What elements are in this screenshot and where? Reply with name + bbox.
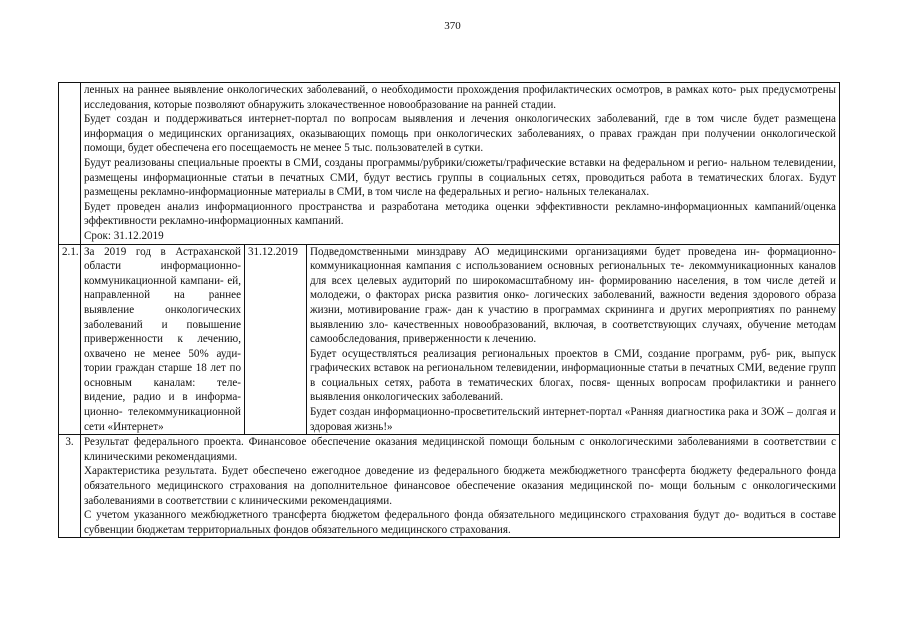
description-paragraph: Подведомственными минздраву АО медицинскими организациями будет проведена ин- формационно-коммуникационная кампания с использованием основных региональных те- лекоммуникационных каналов для всех целевых аудиторий по широкомасштабному ин- формированию населения, в том числе детей и молодежи, о факторах риска развития онко- логических заболеваний, важности ведения здорового образа жизни, мотивирование граж- дан к участию в программах скрининга и других мероприятиях по раннему выявлению зло- качественных новообразований, включая, в соответствующих случаях, обучение методам самообследования, приверженности к лечению. — [310, 245, 836, 346]
document-table — [58, 82, 840, 538]
table-row-2-1 — [59, 244, 840, 435]
table-row-continuation — [59, 83, 840, 245]
date-cell: 31.12.2019 — [245, 244, 307, 435]
result-paragraph: Результат федерального проекта. Финансовое обеспечение оказания медицинской помощи больным с онкологическими заболеваниями в соответствии с клиническими рекомендациями. — [84, 436, 836, 463]
continuation-paragraph: Будут реализованы специальные проекты в СМИ, созданы программы/рубрики/сюжеты/графические вставки на федеральном и регио- нальном телевидении, размещены информационные статьи в печатных СМИ, будут вестись группы в социальных сетях, проводиться работа в тематических блогах. Будут размещены рекламно-информационные материалы в СМИ, в том числе на федеральных и регио- нальных телеканалах. — [84, 156, 836, 199]
continuation-paragraph: Будет создан и поддерживаться интернет-портал по вопросам выявления и лечения онкологических заболеваний, где в том числе будет размещена информация о медицинских организациях, оказывающих помощь при онкологических заболеваниях, о правах граждан при получении онкологической помощи, будет обеспечена его посещаемость не менее 5 тыс. пользователей в сутки. — [84, 113, 836, 155]
row-number: 2.1. — [59, 244, 81, 435]
deadline-text: Срок: 31.12.2019 — [84, 229, 164, 242]
result-paragraph: Характеристика результата. Будет обеспечено ежегодное доведение из федерального бюджета межбюджетного трансферта бюджету федерального фонда обязательного медицинского страхования на дополнительное финансовое обеспечение оказания медицинской по- мощи больным с онкологическими заболеваниями в соответствии с клиническими рекомендациями. — [84, 465, 836, 507]
continuation-paragraph: Будет проведен анализ информационного пространства и разработана методика оценки эффективности рекламно-информационных кампаний/оценка эффективности рекламно-информационных кампаний. — [84, 200, 836, 228]
row-number: 3. — [59, 435, 81, 538]
description-cell — [307, 244, 840, 435]
continuation-cell — [81, 83, 840, 245]
continuation-paragraph: ленных на раннее выявление онкологических заболеваний, о необходимости прохождения профилактических осмотров, в рамках кото- рых предусмотрены исследования, которые позволяют обнаружить злокачественное новообразование на ранней стадии. — [84, 84, 836, 111]
result-paragraph: С учетом указанного межбюджетного трансферта бюджетом федерального фонда обязательного медицинского страхования будут до- водиться в составе субвенции бюджетам территориальных фондов обязательного медицинского страхования. — [84, 509, 836, 536]
table-row-3 — [59, 435, 840, 538]
description-paragraph: Будет осуществляться реализация региональных проектов в СМИ, создание программ, руб- рик, выпуск графических вставок на региональном телевидении, информационные статьи в печатных СМИ, ведение групп в социальных сетях, работа в тематических блогах, посвя- щенных вопросам профилактики и раннего выявления онкологических заболеваний. — [310, 347, 836, 404]
result-cell — [81, 435, 840, 538]
task-text: За 2019 год в Астраханской области информационно- коммуникационной кампани- ей, направленной на раннее выявление онкологических заболеваний и повышение приверженности к лечению, охвачено не менее 50% ауди- тории граждан старше 18 лет по основным каналам: теле- видение, радио и в информа- ционно- телекоммуникационной сети «Интернет» — [84, 245, 241, 433]
description-paragraph: Будет создан информационно-просветительский интернет-портал «Ранняя диагностика рака и ЗОЖ – долгая и здоровая жизнь!» — [310, 406, 836, 433]
page-number: 370 — [444, 20, 461, 32]
empty-number-cell — [59, 83, 81, 245]
task-cell — [81, 244, 245, 435]
